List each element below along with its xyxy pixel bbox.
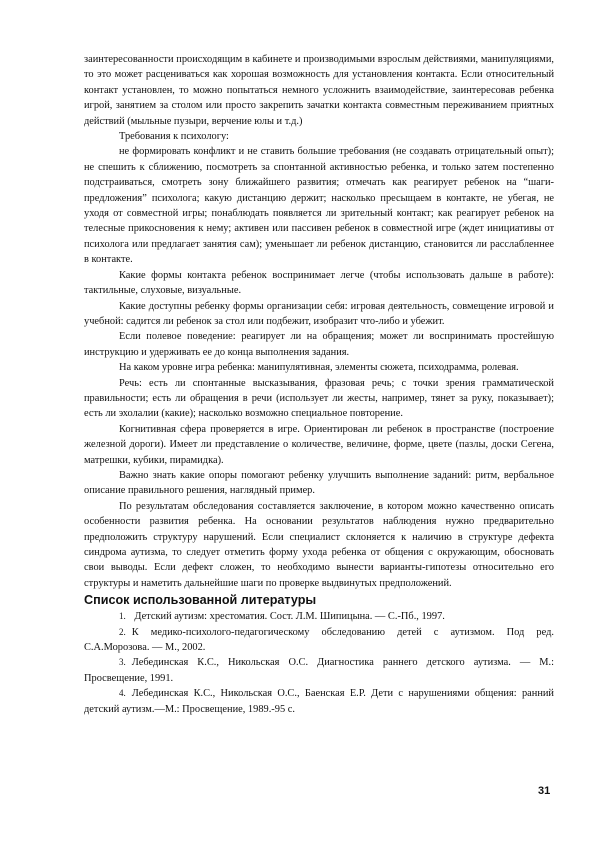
paragraph: Важно знать какие опоры помогают ребенку улучшить выполнение заданий: ритм, вербальное описание правильного решения, наглядный пример.	[84, 469, 554, 497]
reference-item	[84, 686, 554, 717]
reference-item	[84, 609, 554, 624]
paragraph: По результатам обследования составляется заключение, в котором можно качественно описать особенности развития ребенка. На основании результатов наблюдения нужно предварительно предположить структуру нарушений. Если специалист склоняется к наличию в структуре дефекта синдрома аутизма, то следует отметить форму ухода ребенка от общения с окружающим, обосновать свои выводы. Если дефект сложен, то необходимо вынести варианты-гипотезы относительно его структуры и наметить дальнейшие шаги по проверке выдвинутых предположений.	[84, 500, 554, 589]
page-number: 31	[538, 785, 551, 797]
paragraph: Какие формы контакта ребенок воспринимает легче (чтобы использовать дальше в работе): тактильные, слуховые, визуальные.	[84, 269, 554, 297]
reference-item	[84, 625, 554, 656]
references-heading: Список использованной литературы	[84, 593, 317, 608]
paragraph: На каком уровне игра ребенка: манипулятивная, элементы сюжета, психодрамма, ролевая.	[119, 362, 519, 374]
page-body	[84, 52, 554, 717]
paragraph: Требования к психологу:	[119, 131, 229, 143]
references-list	[84, 609, 554, 717]
paragraph: заинтересованности происходящим в кабинете и производимыми взрослым действиями, манипуляциями, то это может расцениваться как хорошая возможность для установления контакта. Если относительный контакт установлен, то можно попытаться немного усложнить взаимодействие, заинтересовав ребенка игрой, занятием за столом или просто закрепить зачатки контакта совместным переживанием приятных действий (мыльные пузыри, верчение юлы и т.д.)	[84, 54, 554, 127]
paragraph: Если полевое поведение: реагирует ли на обращения; может ли воспринимать простейшую инструкцию и удерживать ее до конца выполнения задания.	[84, 331, 554, 358]
reference-text: К медико-психолого-педагогическому обследованию детей с аутизмом. Под ред. С.А.Морозова. — М., 2002.	[84, 626, 554, 654]
paragraph: Какие доступны ребенку формы организации себя: игровая деятельность, совмещение игровой и учебной: садится ли ребенок за стол или подбежит, изобразит что-либо и убежит.	[84, 300, 554, 327]
paragraph: Когнитивная сфера проверяется в игре. Ориентирован ли ребенок в пространстве (построение железной дороги). Имеет ли представление о количестве, величине, форме, цвете (пазлы, доски Сегена, матрешки, кубики, пирамидка).	[84, 423, 554, 466]
reference-number: 2.	[119, 626, 126, 637]
paragraph: не формировать конфликт и не ставить большие требования (не создавать отрицательный опыт); не спешить к сближению, посмотреть за спонтанной активностью ребенка, и только затем постепенно подстраиваться, смотреть зону ближайшего развития; отмечать как реагирует ребенок на “шаги-предложения” психолога; какую дистанцию держит; насколько пресыщаем в контакте, не убегая, не уходя от совместной игры; понаблюдать появляется ли зрительный контакт; как реагирует ребенок на телесные прикосновения к нему; активен или пассивен ребенок в совместной игре (ждет инициативы от психолога или предлагает занятия сам); уменьшает ли ребенок дистанцию, становится ли расслабленнее в контакте.	[84, 146, 554, 266]
paragraph: Речь: есть ли спонтанные высказывания, фразовая речь; с точки зрения грамматической правильности; есть ли обращения в речи (использует ли жесты, например, тянет за руку, показывает); есть ли эхолалии (какие); насколько возможно специальное повторение.	[84, 377, 554, 420]
reference-number: 3.	[119, 657, 126, 668]
reference-text: Детский аутизм: хрестоматия. Сост. Л.М. Шипицына. — С.-Пб., 1997.	[134, 611, 445, 623]
reference-text: Лебединская К.С., Никольская О.С. Диагностика раннего детского аутизма. — М.: Просвещение, 1991.	[84, 657, 554, 684]
reference-item	[84, 655, 554, 686]
reference-text: Лебединская К.С., Никольская О.С., Баенская Е.Р. Дети с нарушениями общения: ранний детский аутизм.—М.: Просвещение, 1989.-95 с.	[84, 688, 554, 715]
reference-number: 4.	[119, 688, 126, 699]
reference-number: 1.	[119, 611, 126, 622]
